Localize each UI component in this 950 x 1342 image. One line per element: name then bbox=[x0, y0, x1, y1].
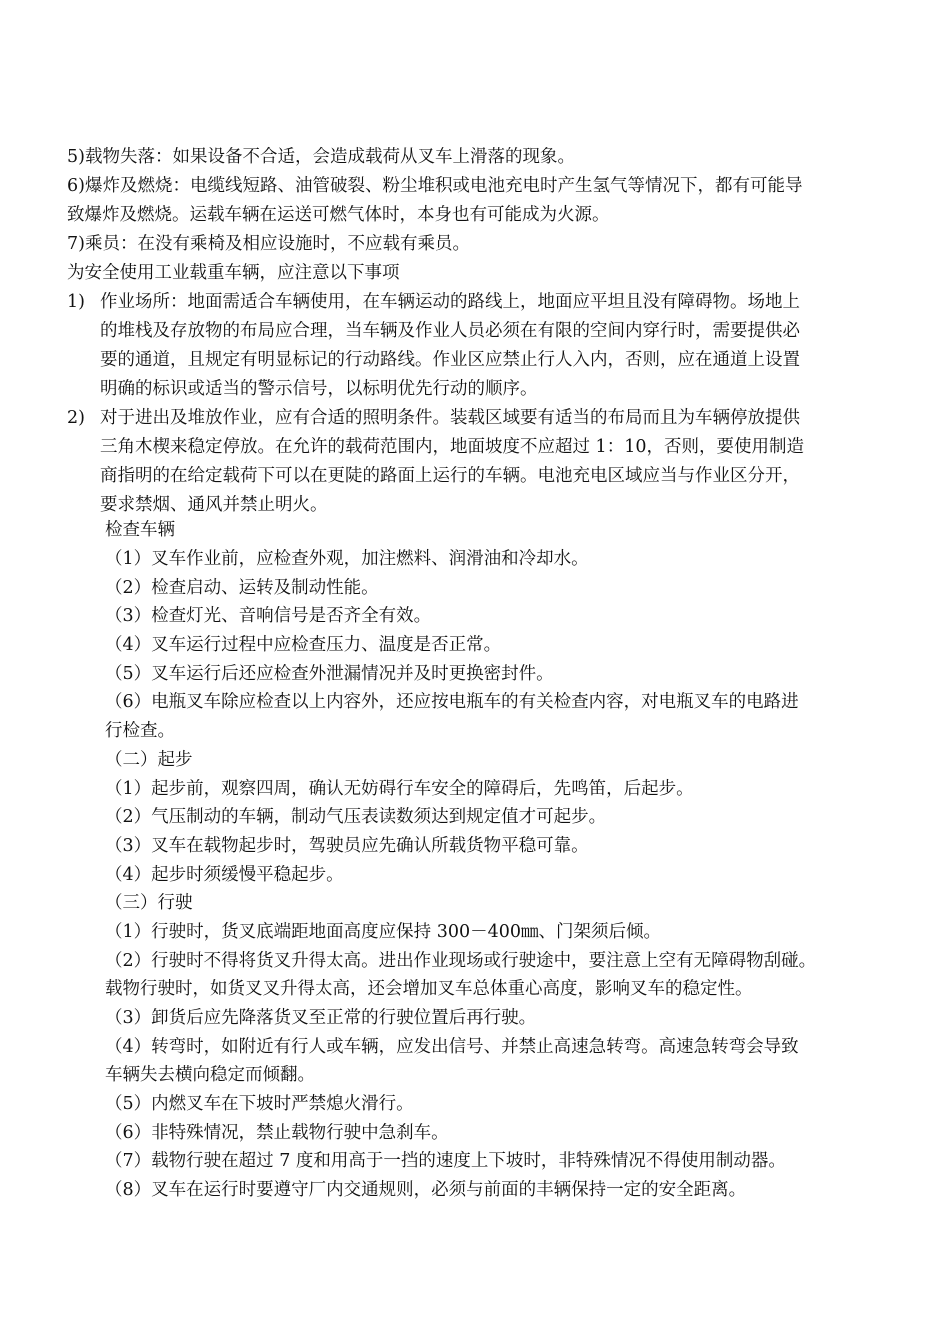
numbered-item-line: 的堆栈及存放物的布局应合理，当车辆及作业人员必须在有限的空间内穿行时，需要提供必 bbox=[100, 321, 800, 341]
driving-line: （8）叉车在运行时要遵守厂内交通规则，必须与前面的丰辆保持一定的安全距离。 bbox=[105, 1180, 747, 1200]
intro-line: 致爆炸及燃烧。运载车辆在运送可燃气体时，本身也有可能成为火源。 bbox=[67, 205, 610, 225]
intro-line: 7)乘员：在没有乘椅及相应设施时，不应载有乘员。 bbox=[67, 234, 470, 254]
intro-line: 为安全使用工业载重车辆，应注意以下事项 bbox=[67, 263, 400, 283]
intro-line: 6)爆炸及燃烧：电缆线短路、油管破裂、粉尘堆积或电池充电时产生氢气等情况下，都有可能导 bbox=[67, 176, 803, 196]
numbered-item-line: 商指明的在给定载荷下可以在更陡的路面上运行的车辆。电池充电区域应当与作业区分开， bbox=[100, 466, 800, 486]
intro-line: 5)载物失落：如果设备不合适，会造成载荷从叉车上滑落的现象。 bbox=[67, 147, 575, 167]
driving-line: 车辆失去横向稳定而倾翻。 bbox=[105, 1065, 315, 1085]
starting-line: （1）起步前，观察四周，确认无妨碍行车安全的障碍后，先鸣笛，后起步。 bbox=[105, 779, 694, 799]
driving-line: （2）行驶时不得将货叉升得太高。进出作业现场或行驶途中，要注意上空有无障碍物刮碰。 bbox=[105, 951, 817, 971]
inspection-line: （3）检查灯光、音响信号是否齐全有效。 bbox=[105, 606, 432, 626]
section-heading: （三）行驶 bbox=[105, 893, 193, 913]
driving-line: （5）内燃叉车在下坡时严禁熄火滑行。 bbox=[105, 1094, 414, 1114]
numbered-item-line: 要的通道，且规定有明显标记的行动路线。作业区应禁止行人入内，否则，应在通道上设置 bbox=[100, 350, 800, 370]
driving-line: （7）载物行驶在超过 7 度和用高于一挡的速度上下坡时，非特殊情况不得使用制动器。 bbox=[105, 1151, 786, 1171]
inspection-line: （1）叉车作业前，应检查外观，加注燃料、润滑油和冷却水。 bbox=[105, 549, 589, 569]
starting-line: （3）叉车在载物起步时，驾驶员应先确认所载货物平稳可靠。 bbox=[105, 836, 589, 856]
section-heading: （二）起步 bbox=[105, 750, 193, 770]
driving-line: （4）转弯时，如附近有行人或车辆，应发出信号、并禁止高速急转弯。高速急转弯会导致 bbox=[105, 1037, 799, 1057]
section-heading: 检查车辆 bbox=[105, 520, 175, 540]
item-number: 1) bbox=[67, 292, 85, 312]
driving-line: （6）非特殊情况，禁止载物行驶中急刹车。 bbox=[105, 1123, 449, 1143]
inspection-line: （6）电瓶叉车除应检查以上内容外，还应按电瓶车的有关检查内容，对电瓶叉车的电路进 bbox=[105, 692, 799, 712]
starting-line: （4）起步时须缓慢平稳起步。 bbox=[105, 865, 344, 885]
item-number: 2) bbox=[67, 408, 85, 428]
starting-line: （2）气压制动的车辆，制动气压表读数须达到规定值才可起步。 bbox=[105, 807, 607, 827]
driving-line: 载物行驶时，如货叉叉升得太高，还会增加叉车总体重心高度，影响叉车的稳定性。 bbox=[105, 979, 753, 999]
inspection-line: （4）叉车运行过程中应检查压力、温度是否正常。 bbox=[105, 635, 502, 655]
driving-line: （3）卸货后应先降落货叉至正常的行驶位置后再行驶。 bbox=[105, 1008, 537, 1028]
inspection-line: （2）检查启动、运转及制动性能。 bbox=[105, 578, 379, 598]
inspection-line: 行检查。 bbox=[105, 721, 175, 741]
numbered-item-line: 要求禁烟、通风并禁止明火。 bbox=[100, 495, 328, 515]
numbered-item-line: 三角木楔来稳定停放。在允许的载荷范围内，地面坡度不应超过 1：10，否则，要使用制造 bbox=[100, 437, 804, 457]
numbered-item-line: 对于进出及堆放作业，应有合适的照明条件。装载区域要有适当的布局而且为车辆停放提供 bbox=[100, 408, 800, 428]
numbered-item-line: 作业场所：地面需适合车辆使用，在车辆运动的路线上，地面应平坦且没有障碍物。场地上 bbox=[100, 292, 800, 312]
numbered-item-line: 明确的标识或适当的警示信号，以标明优先行动的顺序。 bbox=[100, 379, 538, 399]
driving-line: （1）行驶时，货叉底端距地面高度应保持 300－400㎜、门架须后倾。 bbox=[105, 922, 661, 942]
inspection-line: （5）叉车运行后还应检查外泄漏情况并及时更换密封件。 bbox=[105, 664, 554, 684]
